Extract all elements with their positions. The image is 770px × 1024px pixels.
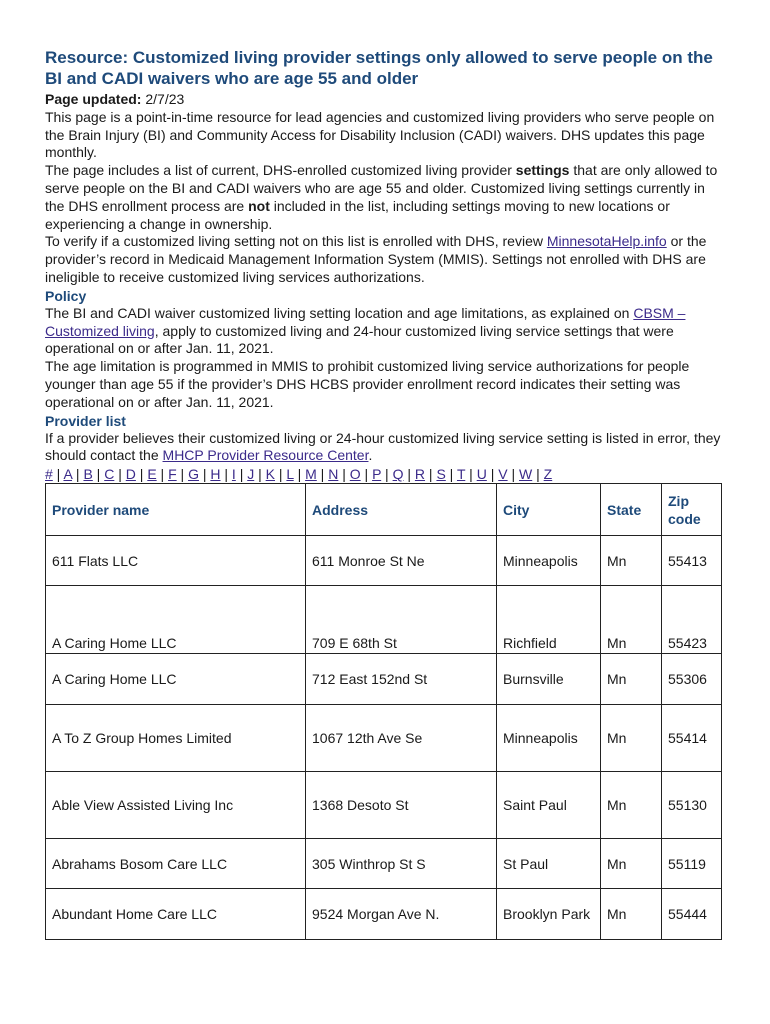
cell-state: Mn bbox=[601, 586, 662, 654]
table-row bbox=[46, 586, 722, 654]
table-header-row bbox=[46, 484, 722, 536]
intro-p2-bold-not: not bbox=[248, 197, 270, 214]
cell-address: 305 Winthrop St S bbox=[306, 839, 497, 889]
updated-label: Page updated: bbox=[45, 91, 142, 107]
cell-zip: 55130 bbox=[662, 772, 722, 839]
alphabet-separator: | bbox=[92, 466, 105, 483]
header-city: City bbox=[497, 484, 601, 536]
cell-state: Mn bbox=[601, 889, 662, 940]
alphabet-link[interactable]: B bbox=[83, 466, 93, 483]
table-row bbox=[46, 705, 722, 772]
page-title: Resource: Customized living provider settings only allowed to serve people on the BI and CADI waivers who are age 55 and older bbox=[45, 48, 713, 88]
alphabet-separator: | bbox=[198, 466, 211, 483]
cell-address: 1067 12th Ave Se bbox=[306, 705, 497, 772]
alphabet-separator: | bbox=[254, 466, 266, 483]
alphabet-link[interactable]: E bbox=[147, 466, 157, 483]
alphabet-link[interactable]: D bbox=[125, 466, 136, 483]
cell-provider-name: A Caring Home LLC bbox=[46, 654, 306, 705]
intro-p2-text-a: The page includes a list of current, DHS-enrolled customized living provider bbox=[45, 162, 516, 179]
intro-paragraph-2 bbox=[45, 162, 725, 233]
cell-address: 9524 Morgan Ave N. bbox=[306, 889, 497, 940]
table-row bbox=[46, 889, 722, 940]
alphabet-separator: | bbox=[72, 466, 84, 483]
alphabet-link[interactable]: A bbox=[63, 466, 73, 483]
cell-provider-name: Able View Assisted Living Inc bbox=[46, 772, 306, 839]
cell-city: Brooklyn Park bbox=[497, 889, 601, 940]
cell-city: Saint Paul bbox=[497, 772, 601, 839]
alphabet-link[interactable]: I bbox=[231, 466, 236, 483]
cbsm-link[interactable]: CBSM – Customized living bbox=[45, 304, 686, 339]
alphabet-separator: | bbox=[275, 466, 287, 483]
alphabet-link[interactable]: C bbox=[104, 466, 115, 483]
cell-city: St Paul bbox=[497, 839, 601, 889]
alphabet-link[interactable]: F bbox=[168, 466, 177, 483]
alphabet-link[interactable]: S bbox=[436, 466, 446, 483]
alphabet-separator: | bbox=[235, 466, 248, 483]
cell-address: 611 Monroe St Ne bbox=[306, 536, 497, 586]
alphabet-separator: | bbox=[293, 466, 306, 483]
cell-provider-name: A To Z Group Homes Limited bbox=[46, 705, 306, 772]
alphabet-link[interactable]: U bbox=[476, 466, 487, 483]
cell-city: Minneapolis bbox=[497, 705, 601, 772]
alphabet-link[interactable]: G bbox=[188, 466, 199, 483]
mhcp-resource-center-link[interactable]: MHCP Provider Resource Center bbox=[162, 447, 369, 464]
header-address: Address bbox=[306, 484, 497, 536]
cell-city: Minneapolis bbox=[497, 536, 601, 586]
table-row bbox=[46, 839, 722, 889]
updated-date: 2/7/23 bbox=[145, 91, 185, 107]
policy-heading: Policy bbox=[45, 287, 87, 304]
alphabet-separator: | bbox=[403, 466, 415, 483]
cell-city: Richfield bbox=[497, 586, 601, 654]
cell-zip: 55413 bbox=[662, 536, 722, 586]
cell-provider-name: A Caring Home LLC bbox=[46, 586, 306, 654]
alphabet-link[interactable]: J bbox=[247, 466, 255, 483]
alphabet-separator: | bbox=[316, 466, 329, 483]
cell-state: Mn bbox=[601, 705, 662, 772]
alphabet-separator: | bbox=[486, 466, 499, 483]
alphabet-separator: | bbox=[156, 466, 169, 483]
cell-zip: 55423 bbox=[662, 586, 722, 654]
intro-p3-text-a: To verify if a customized living setting not on this list is enrolled with DHS, review bbox=[45, 233, 547, 250]
alphabet-link[interactable]: M bbox=[305, 466, 317, 483]
cell-state: Mn bbox=[601, 536, 662, 586]
cell-provider-name: Abundant Home Care LLC bbox=[46, 889, 306, 940]
cell-zip: 55444 bbox=[662, 889, 722, 940]
alphabet-separator: | bbox=[220, 466, 232, 483]
alphabet-link[interactable]: L bbox=[286, 466, 294, 483]
alphabet-link[interactable]: P bbox=[372, 466, 382, 483]
intro-p2-text-b: that are only allowed to serve people on the BI and CADI waivers who are age 55 and older. Customized living settings currently in the DHS enrollment process are bbox=[45, 162, 718, 214]
policy-p1-text-b: , apply to customized living and 24-hour customized living service settings that were operational on or after Jan. 11, 2021. bbox=[45, 322, 674, 357]
alphabet-link[interactable]: N bbox=[328, 466, 339, 483]
page-updated bbox=[45, 91, 725, 109]
alphabet-link[interactable]: Q bbox=[392, 466, 404, 483]
policy-p1-text-a: The BI and CADI waiver customized living setting location and age limitations, as explained on bbox=[45, 304, 634, 321]
cell-address: 1368 Desoto St bbox=[306, 772, 497, 839]
provider-p1-text-a: If a provider believes their customized living or 24-hour customized living service setting is listed in error, they should contact the bbox=[45, 429, 721, 464]
intro-paragraph-3 bbox=[45, 233, 725, 286]
intro-p2-bold-settings: settings bbox=[515, 162, 570, 179]
cell-state: Mn bbox=[601, 839, 662, 889]
header-state: State bbox=[601, 484, 662, 536]
alphabet-separator: | bbox=[114, 466, 126, 483]
alphabet-link[interactable]: T bbox=[456, 466, 466, 483]
cell-address: 712 East 152nd St bbox=[306, 654, 497, 705]
cell-state: Mn bbox=[601, 772, 662, 839]
table-row bbox=[46, 654, 722, 705]
cell-address: 709 E 68th St bbox=[306, 586, 497, 654]
cell-provider-name: Abrahams Bosom Care LLC bbox=[46, 839, 306, 889]
alphabet-separator: | bbox=[52, 466, 64, 483]
minnesotahelp-link[interactable]: MinnesotaHelp.info bbox=[546, 233, 667, 250]
provider-list-heading: Provider list bbox=[45, 412, 126, 429]
provider-p1-text-b: . bbox=[368, 447, 373, 464]
table-row bbox=[46, 536, 722, 586]
policy-paragraph-1 bbox=[45, 305, 725, 358]
alphabet-link[interactable]: # bbox=[45, 466, 53, 483]
alphabet-link[interactable]: V bbox=[498, 466, 508, 483]
cell-provider-name: 611 Flats LLC bbox=[46, 536, 306, 586]
header-zip: Zip code bbox=[662, 484, 722, 536]
alphabet-separator: | bbox=[532, 466, 544, 483]
alphabet-link[interactable]: Z bbox=[543, 466, 553, 483]
alphabet-separator: | bbox=[465, 466, 477, 483]
cell-zip: 55414 bbox=[662, 705, 722, 772]
header-provider-name: Provider name bbox=[46, 484, 306, 536]
alphabet-link[interactable]: H bbox=[210, 466, 221, 483]
alphabet-separator: | bbox=[425, 466, 437, 483]
alphabet-nav bbox=[45, 465, 725, 483]
alphabet-link[interactable]: K bbox=[265, 466, 275, 483]
alphabet-separator: | bbox=[176, 466, 189, 483]
alphabet-separator: | bbox=[381, 466, 393, 483]
alphabet-separator: | bbox=[360, 466, 373, 483]
alphabet-separator: | bbox=[135, 466, 148, 483]
alphabet-link[interactable]: R bbox=[414, 466, 426, 483]
policy-paragraph-2: The age limitation is programmed in MMIS to prohibit customized living service authorizations for people younger than age 55 if the provider’s DHS HCBS provider enrollment record indicates their setting was operational on or after Jan. 11, 2021. bbox=[45, 358, 690, 410]
intro-p3-text-b: or the provider’s record in Medicaid Management Information System (MMIS). Settings not enrolled with DHS are ineligible to receive customized living services authorizations. bbox=[45, 233, 707, 285]
cell-zip: 55306 bbox=[662, 654, 722, 705]
provider-list-paragraph bbox=[45, 430, 725, 466]
alphabet-link[interactable]: O bbox=[349, 466, 361, 483]
table-row bbox=[46, 772, 722, 839]
intro-p2-text-c: included in the list, including settings moving to new locations or experiencing a change in ownership. bbox=[45, 197, 670, 232]
alphabet-separator: | bbox=[507, 466, 520, 483]
cell-zip: 55119 bbox=[662, 839, 722, 889]
alphabet-link[interactable]: W bbox=[519, 466, 533, 483]
cell-state: Mn bbox=[601, 654, 662, 705]
intro-paragraph-1: This page is a point-in-time resource for lead agencies and customized living providers who serve people on the Brain Injury (BI) and Community Access for Disability Inclusion (CADI) waivers. DHS updates this page monthly. bbox=[45, 108, 715, 161]
cell-city: Burnsville bbox=[497, 654, 601, 705]
alphabet-separator: | bbox=[338, 466, 350, 483]
provider-table bbox=[45, 483, 722, 940]
alphabet-separator: | bbox=[445, 466, 457, 483]
